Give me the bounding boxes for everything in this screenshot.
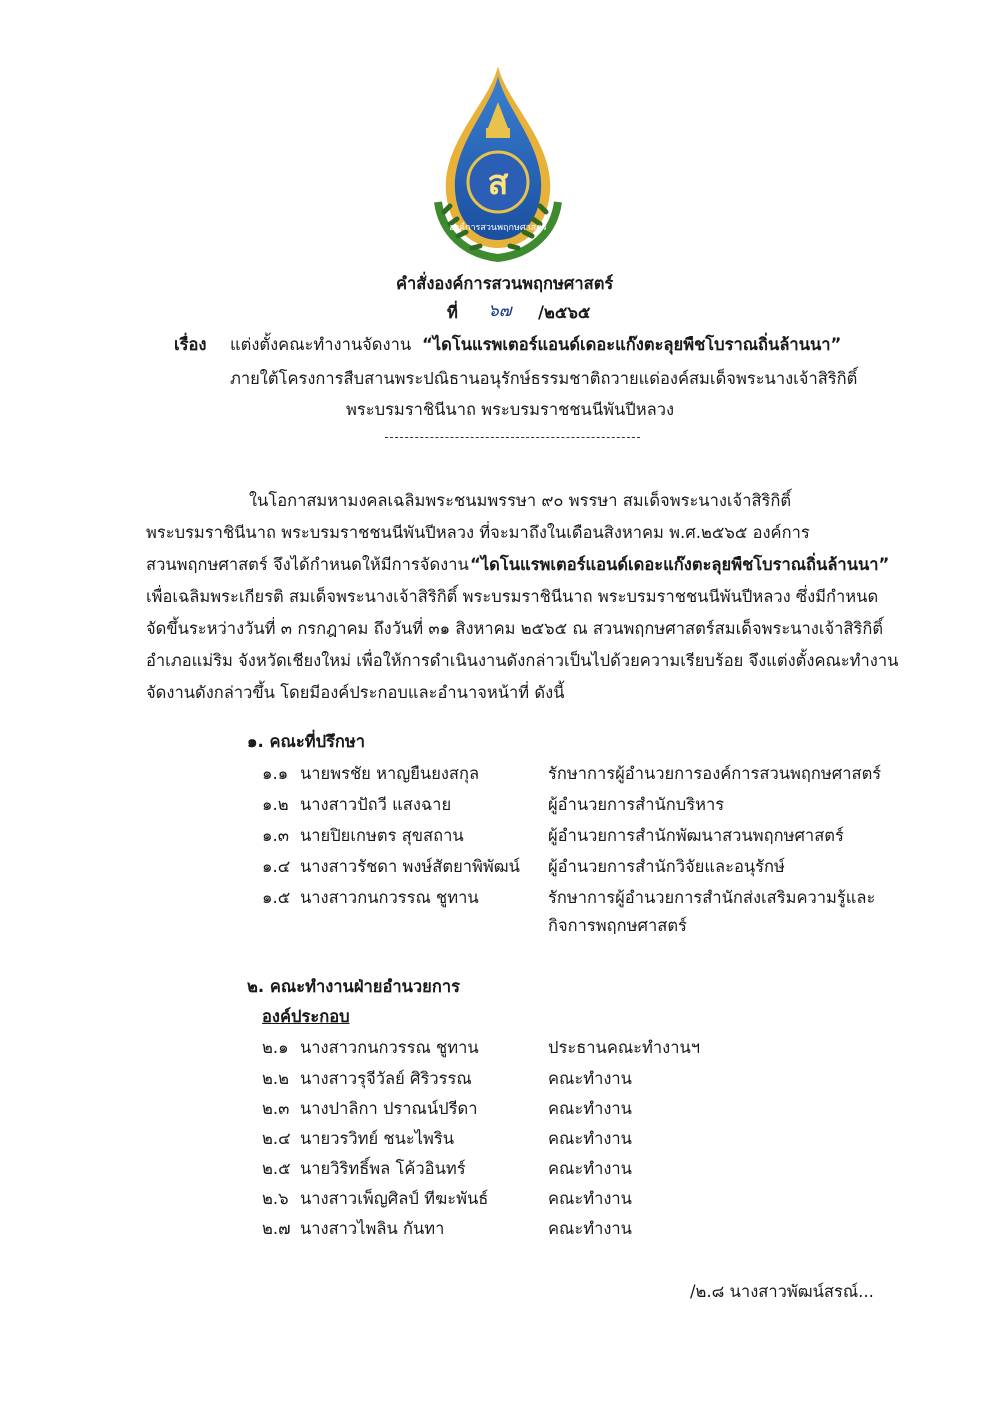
s1-name: นายปิยเกษตร สุขสถาน (300, 826, 464, 845)
body-line-6: อำเภอแม่ริม จังหวัดเชียงใหม่ เพื่อให้การดำเนินงานดังกล่าวเป็นไปด้วยความเรียบร้อย จึงแต่งตั้งคณะทำงาน (146, 651, 899, 670)
s2-no: ๒.๓ (262, 1099, 290, 1118)
subject-quote: “ไดโนแรพเตอร์แอนด์เดอะแก๊งตะลุยพืชโบราณถิ่นล้านนา” (422, 335, 842, 354)
s2-role: คณะทำงาน (548, 1159, 632, 1178)
s1-role: รักษาการผู้อำนวยการองค์การสวนพฤกษศาสตร์ (548, 764, 882, 783)
s2-role: คณะทำงาน (548, 1099, 632, 1118)
s2-no: ๒.๒ (262, 1069, 289, 1088)
body-line-4: เพื่อเฉลิมพระเกียรติ สมเด็จพระนางเจ้าสิริกิติ์ พระบรมราชินีนาถ พระบรมราชชนนีพันปีหลวง ซึ่งมีกำหนด (146, 587, 879, 606)
s2-no: ๒.๕ (262, 1159, 291, 1178)
s2-name: นายวิริทธิ์พล โค้วอินทร์ (300, 1159, 466, 1178)
s2-no: ๒.๔ (262, 1129, 291, 1148)
s2-name: นางสาวเพ็ญศิลป์ ทีฆะพันธ์ (300, 1189, 489, 1208)
s1-name: นางสาวรัชดา พงษ์สัตยาพิพัฒน์ (300, 857, 520, 876)
s2-role: คณะทำงาน (548, 1189, 632, 1208)
s1-no: ๑.๕ (262, 888, 291, 907)
s1-role: รักษาการผู้อำนวยการสำนักส่งเสริมความรู้และ (548, 888, 876, 907)
s2-no: ๒.๑ (262, 1038, 289, 1057)
section1-heading: ๑. คณะที่ปรึกษา (247, 732, 366, 751)
subject-label: เรื่อง (174, 335, 207, 354)
order-no-label: ที่ (447, 303, 458, 322)
header-divider (385, 437, 640, 438)
s2-name: นางสาวกนกวรรณ ชูทาน (300, 1038, 479, 1057)
s2-role: ประธานคณะทำงานฯ (548, 1038, 701, 1057)
subject-line1: แต่งตั้งคณะทำงานจัดงาน (230, 335, 412, 354)
s1-role: ผู้อำนวยการสำนักบริหาร (548, 795, 725, 814)
s1-name: นางสาวกนกวรรณ ชูทาน (300, 888, 479, 907)
s1-no: ๑.๒ (262, 795, 289, 814)
body-line-2: พระบรมราชินีนาถ พระบรมราชชนนีพันปีหลวง ที่จะมาถึงในเดือนสิงหาคม พ.ศ.๒๕๖๕ องค์การ (146, 523, 810, 542)
s2-name: นายวรวิทย์ ชนะไพริน (300, 1129, 455, 1148)
s1-role: ผู้อำนวยการสำนักพัฒนาสวนพฤกษศาสตร์ (548, 826, 844, 845)
svg-text:ส: ส (487, 163, 509, 203)
body-line-1: ในโอกาสมหามงคลเฉลิมพระชนมพรรษา ๙๐ พรรษา สมเด็จพระนางเจ้าสิริกิติ์ (249, 491, 792, 510)
s1-name: นางสาวปัถวี แสงฉาย (300, 795, 452, 814)
section2-subheading: องค์ประกอบ (262, 1007, 350, 1026)
s1-role: ผู้อำนวยการสำนักวิจัยและอนุรักษ์ (548, 857, 785, 876)
botanical-garden-logo (428, 62, 568, 262)
logo-text: องค์การสวนพฤกษศาสตร์ (449, 223, 547, 233)
s1-name: นายพรชัย หาญยืนยงสกุล (300, 764, 480, 783)
s2-no: ๒.๖ (262, 1189, 289, 1208)
subject-line3: พระบรมราชินีนาถ พระบรมราชชนนีพันปีหลวง (346, 400, 675, 419)
order-no-year: /๒๕๖๕ (538, 303, 591, 322)
body-line-7: จัดงานดังกล่าวขึ้น โดยมีองค์ประกอบและอำนาจหน้าที่ ดังนี้ (146, 683, 565, 702)
body-line-3-quote: “ไดโนแรพเตอร์แอนด์เดอะแก๊งตะลุยพืชโบราณถิ่นล้านนา” (470, 555, 890, 574)
s1-role-cont: กิจการพฤกษศาสตร์ (548, 916, 687, 935)
s2-name: นางปาลิกา ปราณน์ปรีดา (300, 1099, 478, 1118)
subject-line2: ภายใต้โครงการสืบสานพระปณิธานอนุรักษ์ธรรมชาติถวายแด่องค์สมเด็จพระนางเจ้าสิริกิติ์ (230, 369, 858, 388)
s2-role: คณะทำงาน (548, 1129, 632, 1148)
section2-heading: ๒. คณะทำงานฝ่ายอำนวยการ (247, 977, 460, 996)
body-line-5: จัดขึ้นระหว่างวันที่ ๓ กรกฎาคม ถึงวันที่ ๓๑ สิงหาคม ๒๕๖๕ ณ สวนพฤกษศาสตร์สมเด็จพระนางเจ้าสิริกิติ์ (146, 619, 884, 638)
s2-name: นางสาวไพลิน กันทา (300, 1219, 445, 1238)
s1-no: ๑.๔ (262, 857, 291, 876)
body-line-3: สวนพฤกษศาสตร์ จึงได้กำหนดให้มีการจัดงาน (146, 555, 469, 574)
continuation-note: /๒.๘ นางสาวพัฒน์สรณ์... (690, 1282, 874, 1301)
s2-role: คณะทำงาน (548, 1219, 632, 1238)
s2-name: นางสาวรุจีวัลย์ ศิริวรรณ (300, 1069, 472, 1088)
s1-no: ๑.๓ (262, 826, 289, 845)
s2-role: คณะทำงาน (548, 1069, 632, 1088)
order-no-handwritten: ๖๗ (488, 301, 512, 321)
order-title: คำสั่งองค์การสวนพฤกษศาสตร์ (396, 274, 614, 293)
s2-no: ๒.๗ (262, 1219, 291, 1238)
s1-no: ๑.๑ (262, 764, 289, 783)
